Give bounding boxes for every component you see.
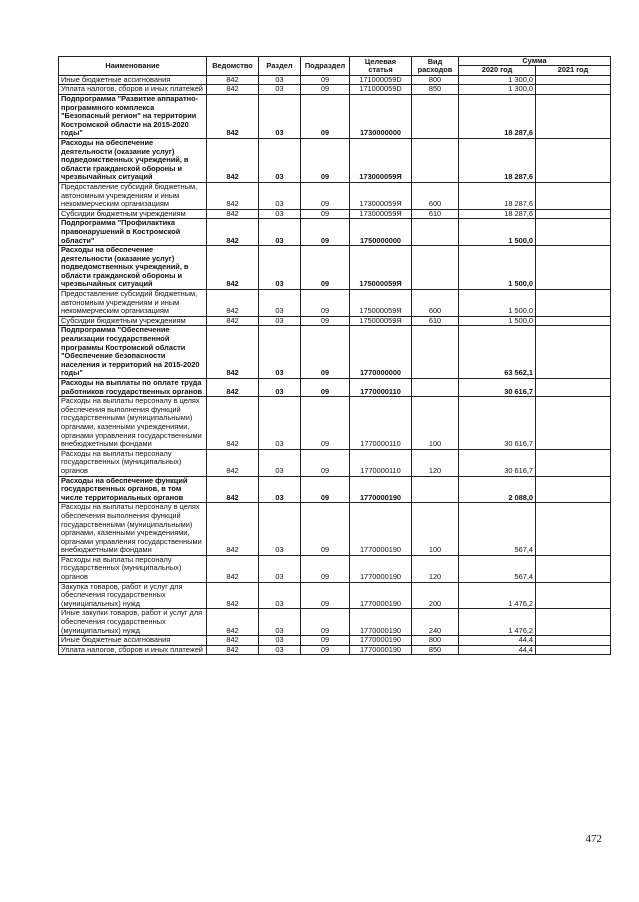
cell-sum-2021 xyxy=(536,609,611,636)
table-row xyxy=(59,138,611,182)
cell-department: 842 xyxy=(207,246,259,290)
cell-sum-2021 xyxy=(536,379,611,397)
table-row xyxy=(59,476,611,503)
cell-target-article: 171000059D xyxy=(350,75,412,85)
table-body xyxy=(59,75,611,655)
cell-section: 03 xyxy=(259,95,301,139)
cell-sum-2021 xyxy=(536,246,611,290)
cell-target-article: 171000059D xyxy=(350,85,412,95)
cell-subsection: 09 xyxy=(301,85,350,95)
cell-subsection: 09 xyxy=(301,326,350,379)
cell-sum-2020: 1 300,0 xyxy=(459,75,536,85)
cell-expense-type: 120 xyxy=(412,555,459,582)
cell-sum-2021 xyxy=(536,326,611,379)
cell-section: 03 xyxy=(259,138,301,182)
cell-expense-type xyxy=(412,95,459,139)
cell-subsection: 09 xyxy=(301,449,350,476)
cell-section: 03 xyxy=(259,582,301,609)
cell-section: 03 xyxy=(259,645,301,655)
cell-section: 03 xyxy=(259,75,301,85)
page-number: 472 xyxy=(585,833,602,845)
budget-table xyxy=(58,56,611,655)
cell-target-article: 175000059Я xyxy=(350,316,412,326)
cell-target-article: 173000059Я xyxy=(350,182,412,209)
table-row xyxy=(59,85,611,95)
cell-sum-2021 xyxy=(536,476,611,503)
cell-target-article: 1770000190 xyxy=(350,555,412,582)
cell-name: Закупка товаров, работ и услуг для обеспечения государственных (муниципальных) нужд xyxy=(59,582,207,609)
cell-subsection: 09 xyxy=(301,609,350,636)
cell-subsection: 09 xyxy=(301,138,350,182)
cell-section: 03 xyxy=(259,449,301,476)
cell-sum-2021 xyxy=(536,138,611,182)
cell-sum-2020: 18 287,6 xyxy=(459,209,536,219)
cell-department: 842 xyxy=(207,609,259,636)
cell-name: Уплата налогов, сборов и иных платежей xyxy=(59,645,207,655)
cell-department: 842 xyxy=(207,219,259,246)
cell-department: 842 xyxy=(207,449,259,476)
cell-sum-2021 xyxy=(536,290,611,317)
cell-section: 03 xyxy=(259,246,301,290)
cell-sum-2020: 30 616,7 xyxy=(459,449,536,476)
cell-expense-type: 200 xyxy=(412,582,459,609)
table-row xyxy=(59,75,611,85)
header-department: Ведомство xyxy=(207,57,259,76)
table-row xyxy=(59,609,611,636)
cell-expense-type: 100 xyxy=(412,503,459,556)
cell-subsection: 09 xyxy=(301,246,350,290)
cell-section: 03 xyxy=(259,609,301,636)
header-year-2020: 2020 год xyxy=(459,66,536,75)
cell-sum-2020: 18 287,6 xyxy=(459,138,536,182)
cell-sum-2020: 567,4 xyxy=(459,555,536,582)
table-row xyxy=(59,290,611,317)
cell-subsection: 09 xyxy=(301,555,350,582)
cell-sum-2021 xyxy=(536,397,611,450)
table-row xyxy=(59,645,611,655)
cell-expense-type: 240 xyxy=(412,609,459,636)
cell-target-article: 1770000110 xyxy=(350,449,412,476)
cell-sum-2021 xyxy=(536,75,611,85)
cell-department: 842 xyxy=(207,636,259,646)
cell-sum-2020: 63 562,1 xyxy=(459,326,536,379)
cell-section: 03 xyxy=(259,476,301,503)
table-row xyxy=(59,397,611,450)
cell-sum-2021 xyxy=(536,182,611,209)
cell-expense-type: 610 xyxy=(412,316,459,326)
cell-sum-2020: 1 500,0 xyxy=(459,219,536,246)
cell-section: 03 xyxy=(259,379,301,397)
cell-sum-2021 xyxy=(536,582,611,609)
cell-subsection: 09 xyxy=(301,290,350,317)
table-row xyxy=(59,582,611,609)
cell-expense-type xyxy=(412,476,459,503)
cell-expense-type: 120 xyxy=(412,449,459,476)
cell-name: Расходы на обеспечение деятельности (оказание услуг) подведомственных учреждений, в области гражданской обороны и чрезвычайных ситуаций xyxy=(59,246,207,290)
cell-subsection: 09 xyxy=(301,476,350,503)
cell-department: 842 xyxy=(207,85,259,95)
cell-sum-2020: 1 500,0 xyxy=(459,290,536,317)
cell-sum-2021 xyxy=(536,209,611,219)
cell-name: Расходы на выплаты персоналу в целях обеспечения выполнения функций государственными (муниципальными) органами, казенными учреждениями, органами управления государственными внебюджетными фондами xyxy=(59,397,207,450)
cell-target-article: 1770000000 xyxy=(350,326,412,379)
cell-target-article: 1770000110 xyxy=(350,379,412,397)
cell-subsection: 09 xyxy=(301,316,350,326)
cell-subsection: 09 xyxy=(301,95,350,139)
cell-section: 03 xyxy=(259,397,301,450)
header-expense-type: Вид расходов xyxy=(412,57,459,76)
cell-sum-2021 xyxy=(536,645,611,655)
cell-department: 842 xyxy=(207,209,259,219)
cell-department: 842 xyxy=(207,555,259,582)
cell-name: Расходы на обеспечение функций государственных органов, в том числе территориальных органов xyxy=(59,476,207,503)
cell-section: 03 xyxy=(259,290,301,317)
cell-department: 842 xyxy=(207,645,259,655)
cell-sum-2020: 18 287,6 xyxy=(459,95,536,139)
table-row xyxy=(59,219,611,246)
cell-subsection: 09 xyxy=(301,209,350,219)
cell-sum-2020: 44,4 xyxy=(459,645,536,655)
cell-target-article: 1770000190 xyxy=(350,503,412,556)
cell-subsection: 09 xyxy=(301,636,350,646)
cell-sum-2021 xyxy=(536,219,611,246)
cell-sum-2020: 44,4 xyxy=(459,636,536,646)
table-row xyxy=(59,326,611,379)
cell-name: Предоставление субсидий бюджетным, автономным учреждениям и иным некоммерческим организациям xyxy=(59,290,207,317)
cell-section: 03 xyxy=(259,503,301,556)
cell-department: 842 xyxy=(207,182,259,209)
cell-name: Подпрограмма "Развитие аппаратно-программного комплекса "Безопасный регион" на территории Костромской области на 2015-2020 годы" xyxy=(59,95,207,139)
cell-name: Иные бюджетные ассигнования xyxy=(59,75,207,85)
cell-sum-2020: 1 476,2 xyxy=(459,582,536,609)
cell-subsection: 09 xyxy=(301,397,350,450)
header-sum: Сумма xyxy=(459,57,611,66)
cell-subsection: 09 xyxy=(301,182,350,209)
cell-name: Расходы на выплаты персоналу государственных (муниципальных) органов xyxy=(59,449,207,476)
cell-expense-type xyxy=(412,219,459,246)
cell-expense-type xyxy=(412,246,459,290)
header-row-top xyxy=(59,57,611,66)
cell-subsection: 09 xyxy=(301,582,350,609)
cell-section: 03 xyxy=(259,636,301,646)
cell-target-article: 1770000190 xyxy=(350,645,412,655)
cell-department: 842 xyxy=(207,379,259,397)
cell-name: Расходы на выплаты персоналу в целях обеспечения выполнения функций государственными (муниципальными) органами, казенными учреждениями, органами управления государственными внебюджетными фондами xyxy=(59,503,207,556)
cell-expense-type: 850 xyxy=(412,645,459,655)
cell-department: 842 xyxy=(207,75,259,85)
cell-sum-2020: 1 500,0 xyxy=(459,246,536,290)
cell-department: 842 xyxy=(207,397,259,450)
cell-target-article: 1770000190 xyxy=(350,636,412,646)
cell-name: Расходы на выплаты по оплате труда работников государственных органов xyxy=(59,379,207,397)
table-row xyxy=(59,246,611,290)
cell-expense-type: 610 xyxy=(412,209,459,219)
cell-expense-type xyxy=(412,138,459,182)
cell-target-article: 1770000190 xyxy=(350,582,412,609)
cell-name: Расходы на обеспечение деятельности (оказание услуг) подведомственных учреждений, в области гражданской обороны и чрезвычайных ситуаций xyxy=(59,138,207,182)
cell-sum-2021 xyxy=(536,95,611,139)
cell-expense-type xyxy=(412,379,459,397)
cell-sum-2021 xyxy=(536,503,611,556)
cell-sum-2020: 2 088,0 xyxy=(459,476,536,503)
cell-name: Уплата налогов, сборов и иных платежей xyxy=(59,85,207,95)
cell-expense-type: 850 xyxy=(412,85,459,95)
cell-sum-2020: 1 500,0 xyxy=(459,316,536,326)
cell-section: 03 xyxy=(259,326,301,379)
cell-expense-type: 600 xyxy=(412,182,459,209)
cell-name: Подпрограмма "Обеспечение реализации государственной программы Костромской области "Обеспечение безопасности населения и территорий на 2015-2020 годы" xyxy=(59,326,207,379)
cell-target-article: 175000059Я xyxy=(350,290,412,317)
cell-department: 842 xyxy=(207,138,259,182)
cell-subsection: 09 xyxy=(301,379,350,397)
cell-section: 03 xyxy=(259,555,301,582)
cell-section: 03 xyxy=(259,219,301,246)
cell-sum-2020: 1 476,2 xyxy=(459,609,536,636)
cell-name: Иные бюджетные ассигнования xyxy=(59,636,207,646)
cell-sum-2021 xyxy=(536,555,611,582)
cell-target-article: 175000059Я xyxy=(350,246,412,290)
cell-subsection: 09 xyxy=(301,645,350,655)
cell-name: Предоставление субсидий бюджетным, автономным учреждениям и иным некоммерческим организациям xyxy=(59,182,207,209)
header-name: Наименование xyxy=(59,57,207,76)
cell-target-article: 173000059Я xyxy=(350,209,412,219)
cell-name: Иные закупки товаров, работ и услуг для обеспечения государственных (муниципальных) нужд xyxy=(59,609,207,636)
cell-expense-type: 600 xyxy=(412,290,459,317)
cell-section: 03 xyxy=(259,209,301,219)
cell-subsection: 09 xyxy=(301,503,350,556)
table-row xyxy=(59,182,611,209)
table-row xyxy=(59,316,611,326)
cell-subsection: 09 xyxy=(301,75,350,85)
cell-expense-type: 800 xyxy=(412,75,459,85)
cell-sum-2020: 18 287,6 xyxy=(459,182,536,209)
cell-sum-2021 xyxy=(536,449,611,476)
cell-department: 842 xyxy=(207,476,259,503)
cell-name: Расходы на выплаты персоналу государственных (муниципальных) органов xyxy=(59,555,207,582)
cell-sum-2020: 567,4 xyxy=(459,503,536,556)
cell-subsection: 09 xyxy=(301,219,350,246)
table-row xyxy=(59,555,611,582)
cell-expense-type: 800 xyxy=(412,636,459,646)
cell-expense-type: 100 xyxy=(412,397,459,450)
cell-department: 842 xyxy=(207,503,259,556)
cell-section: 03 xyxy=(259,85,301,95)
table-row xyxy=(59,636,611,646)
cell-sum-2020: 30 616,7 xyxy=(459,379,536,397)
cell-sum-2021 xyxy=(536,85,611,95)
header-subsection: Подраздел xyxy=(301,57,350,76)
table-row xyxy=(59,449,611,476)
cell-target-article: 1770000110 xyxy=(350,397,412,450)
cell-department: 842 xyxy=(207,326,259,379)
table-row xyxy=(59,503,611,556)
cell-expense-type xyxy=(412,326,459,379)
cell-sum-2020: 30 616,7 xyxy=(459,397,536,450)
cell-sum-2020: 1 300,0 xyxy=(459,85,536,95)
cell-department: 842 xyxy=(207,582,259,609)
cell-target-article: 1770000190 xyxy=(350,476,412,503)
header-section: Раздел xyxy=(259,57,301,76)
cell-name: Субсидии бюджетным учреждениям xyxy=(59,316,207,326)
cell-section: 03 xyxy=(259,316,301,326)
header-target-article: Целевая статья xyxy=(350,57,412,76)
cell-target-article: 1770000190 xyxy=(350,609,412,636)
table-row xyxy=(59,95,611,139)
cell-name: Субсидии бюджетным учреждениям xyxy=(59,209,207,219)
cell-sum-2021 xyxy=(536,316,611,326)
cell-target-article: 1750000000 xyxy=(350,219,412,246)
cell-name: Подпрограмма "Профилактика правонарушений в Костромской области" xyxy=(59,219,207,246)
cell-sum-2021 xyxy=(536,636,611,646)
cell-department: 842 xyxy=(207,290,259,317)
table-row xyxy=(59,209,611,219)
table-row xyxy=(59,379,611,397)
header-year-2021: 2021 год xyxy=(536,66,611,75)
cell-department: 842 xyxy=(207,95,259,139)
cell-target-article: 1730000000 xyxy=(350,95,412,139)
cell-target-article: 173000059Я xyxy=(350,138,412,182)
cell-section: 03 xyxy=(259,182,301,209)
cell-department: 842 xyxy=(207,316,259,326)
